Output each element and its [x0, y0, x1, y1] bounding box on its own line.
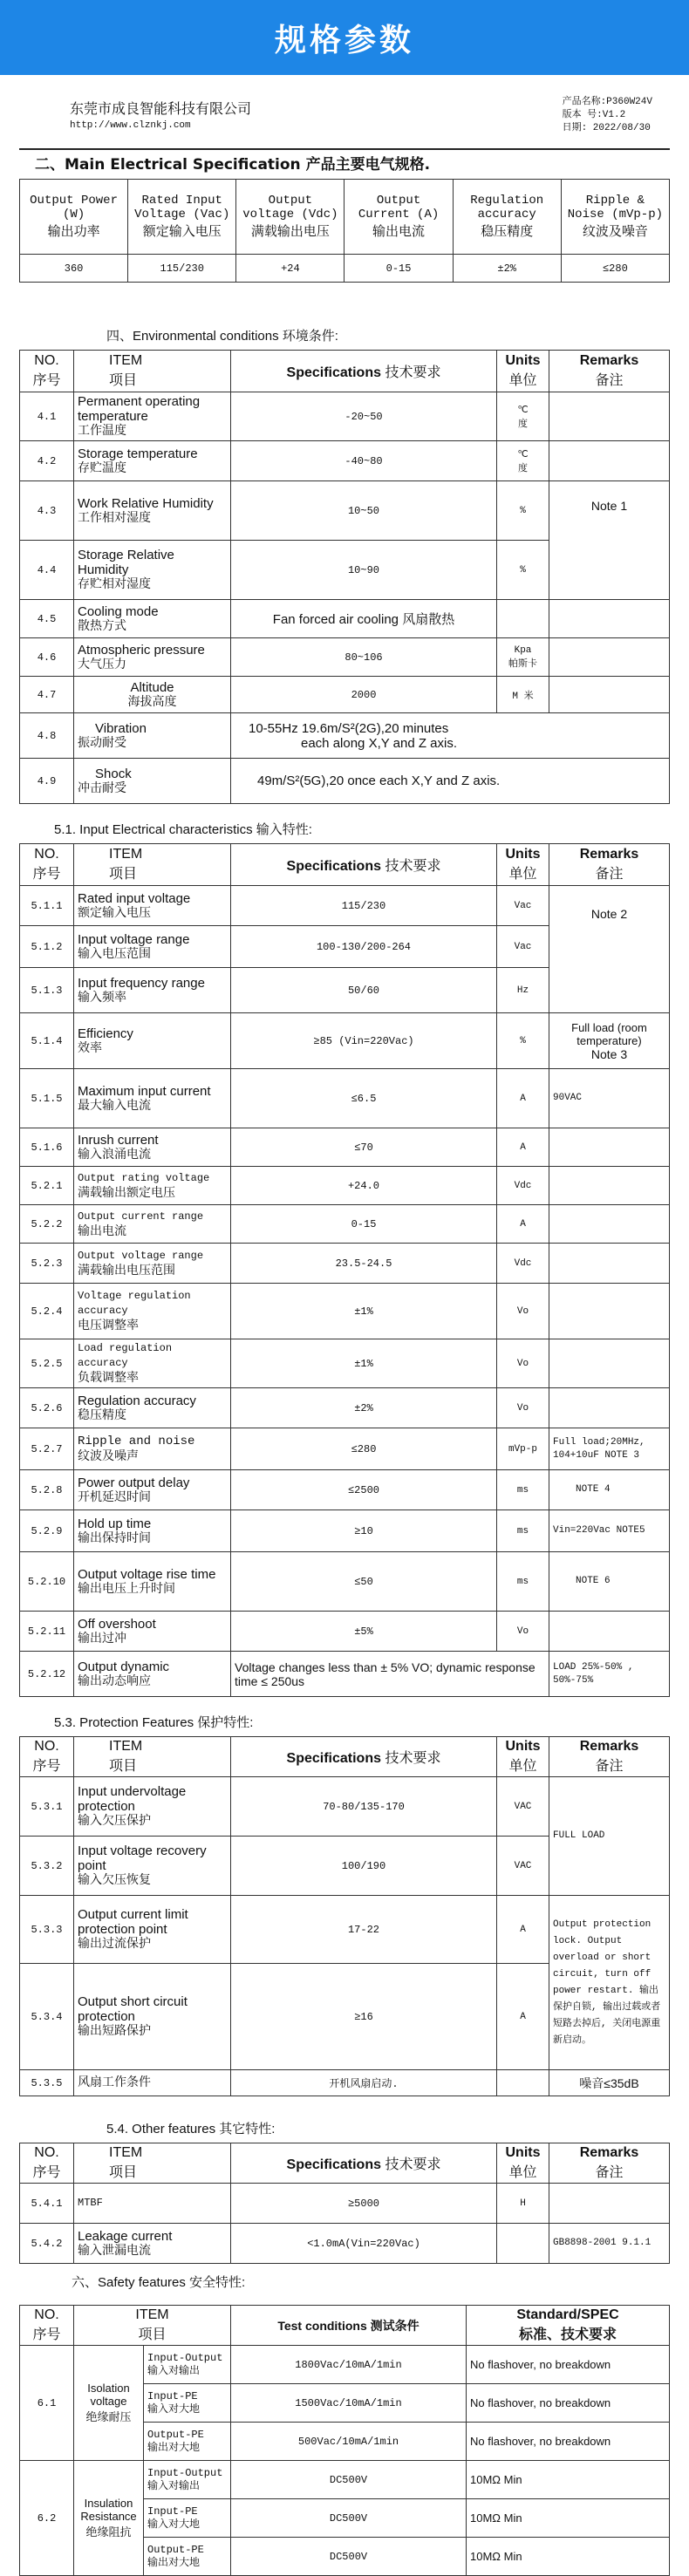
row-no: 5.3.1: [20, 1777, 74, 1837]
row-no: 5.1.5: [20, 1069, 74, 1128]
row-spec: 10~50: [231, 481, 497, 541]
row-remarks: 噪音≤35dB: [549, 2070, 670, 2096]
main-spec-header: Ripple & Noise (mVp-p) 纹波及噪音: [561, 180, 669, 255]
row-spec: -40~80: [231, 441, 497, 481]
row-std: No flashover, no breakdown: [467, 2346, 670, 2384]
table-row: [20, 1428, 670, 1470]
row-unit: %: [497, 541, 549, 600]
main-spec-header: Rated Input Voltage (Vac) 额定输入电压: [128, 180, 236, 255]
table-row: [20, 2224, 670, 2264]
row-no: 5.1.2: [20, 926, 74, 968]
row-spec: 23.5-24.5: [231, 1244, 497, 1284]
row-remarks: 90VAC: [549, 1069, 670, 1128]
col-no-header: NO. 序号: [20, 1737, 74, 1777]
input-section-title: 5.1. Input Electrical characteristics 输入特性:: [54, 822, 312, 837]
other-table: [19, 2143, 670, 2264]
row-unit: [497, 2224, 549, 2264]
row-no: 4.8: [20, 713, 74, 759]
row-remarks: [549, 392, 670, 441]
row-unit: Vo: [497, 1388, 549, 1428]
row-item: Regulation accuracy 稳压精度: [74, 1388, 231, 1428]
row-no: 5.2.1: [20, 1167, 74, 1205]
row-spec: ±5%: [231, 1612, 497, 1652]
col-remarks-header: Remarks 备注: [549, 1737, 670, 1777]
table-row: [20, 1069, 670, 1128]
row-test: 500Vac/10mA/1min: [231, 2423, 467, 2461]
table-row: [20, 886, 670, 926]
row-remarks: [549, 1244, 670, 1284]
row-std: 10MΩ Min: [467, 2499, 670, 2538]
row-item: Input voltage range 输入电压范围: [74, 926, 231, 968]
row-item: Cooling mode 散热方式: [74, 600, 231, 638]
row-item: Output short circuit protection 输出短路保护: [74, 1964, 231, 2070]
col-item-header: ITEM 项目: [74, 1737, 231, 1777]
row-spec: -20~50: [231, 392, 497, 441]
table-row: [20, 2070, 670, 2096]
table-row: [20, 1470, 670, 1510]
row-spec: ±1%: [231, 1339, 497, 1388]
row-spec: ±1%: [231, 1284, 497, 1339]
table-row: [20, 1167, 670, 1205]
table-row: [20, 713, 670, 759]
row-item: Hold up time 输出保持时间: [74, 1510, 231, 1552]
protection-note: Output protection lock. Output overload or short circuit, turn off power restart. 输出保护自锁, 输出过载或者短路去掉后, 关闭电源重新启动。: [549, 1896, 670, 2070]
row-item: Input voltage recovery point 输入欠压恢复: [74, 1837, 231, 1896]
row-unit: A: [497, 1205, 549, 1244]
row-unit: ms: [497, 1510, 549, 1552]
row-item: Work Relative Humidity 工作相对湿度: [74, 481, 231, 541]
row-unit: ms: [497, 1552, 549, 1612]
row-no: 5.3.2: [20, 1837, 74, 1896]
row-no: 5.4.1: [20, 2184, 74, 2224]
table-row: [20, 2346, 670, 2384]
col-unit-header: Units 单位: [497, 1737, 549, 1777]
row-test: DC500V: [231, 2538, 467, 2576]
row-spec: ≤280: [231, 1428, 497, 1470]
row-spec: ≤6.5: [231, 1069, 497, 1128]
row-spec: ≥16: [231, 1964, 497, 2070]
row-std: No flashover, no breakdown: [467, 2384, 670, 2423]
row-item: MTBF: [74, 2184, 231, 2224]
row-test: 1800Vac/10mA/1min: [231, 2346, 467, 2384]
row-unit: A: [497, 1964, 549, 2070]
row-item: Output voltage range 满载输出电压范围: [74, 1244, 231, 1284]
row-item: Shock 冲击耐受: [74, 759, 231, 804]
row-test: DC500V: [231, 2499, 467, 2538]
col-spec-header: Specifications 技术要求: [231, 351, 497, 392]
table-row: [20, 677, 670, 713]
row-std: 10MΩ Min: [467, 2538, 670, 2576]
row-item: Rated input voltage 额定输入电压: [74, 886, 231, 926]
banner-title: 规格参数: [274, 22, 414, 58]
row-spec: ≥10: [231, 1510, 497, 1552]
row-no: 5.2.7: [20, 1428, 74, 1470]
row-unit: ℃ 度: [497, 441, 549, 481]
col-remarks-header: Remarks 备注: [549, 2143, 670, 2184]
row-remarks: FULL LOAD: [549, 1777, 670, 1896]
row-no: 5.4.2: [20, 2224, 74, 2264]
row-spec: ≤50: [231, 1552, 497, 1612]
row-item: Insulation Resistance 绝缘阻抗: [74, 2461, 144, 2576]
row-item: Maximum input current 最大输入电流: [74, 1069, 231, 1128]
row-unit: [497, 2070, 549, 2096]
row-unit: Vo: [497, 1612, 549, 1652]
row-item: Vibration 振动耐受: [74, 713, 231, 759]
row-unit: Vo: [497, 1284, 549, 1339]
row-remarks: NOTE 4: [549, 1470, 670, 1510]
table-row: [20, 2184, 670, 2224]
table-row: [20, 441, 670, 481]
row-spec: 115/230: [231, 886, 497, 926]
row-item: Altitude 海拔高度: [74, 677, 231, 713]
row-spec: ≤70: [231, 1128, 497, 1167]
row-item: Permanent operating temperature 工作温度: [74, 392, 231, 441]
row-no: 5.2.2: [20, 1205, 74, 1244]
row-no: 5.1.3: [20, 968, 74, 1013]
row-no: 4.9: [20, 759, 74, 804]
main-spec-header: Regulation accuracy 稳压精度: [453, 180, 561, 255]
row-test: 1500Vac/10mA/1min: [231, 2384, 467, 2423]
env-table: [19, 350, 670, 804]
row-remarks: [549, 1339, 670, 1388]
row-remarks: [549, 1284, 670, 1339]
row-item: Output current range 输出电流: [74, 1205, 231, 1244]
table-row: [20, 1652, 670, 1697]
row-no: 4.3: [20, 481, 74, 541]
table-row: [20, 1896, 670, 1964]
col-unit-header: Units 单位: [497, 844, 549, 886]
main-spec-value: 360: [20, 255, 128, 283]
row-remarks: [549, 600, 670, 638]
row-spec: <1.0mA(Vin=220Vac): [231, 2224, 497, 2264]
product-name: 产品名称:P360W24V: [562, 97, 652, 107]
row-item: Output rating voltage 满载输出额定电压: [74, 1167, 231, 1205]
doc-meta: [563, 96, 652, 135]
row-no: 5.2.3: [20, 1244, 74, 1284]
table-row: [20, 1777, 670, 1837]
main-spec-value: 115/230: [128, 255, 236, 283]
row-spec: 10~90: [231, 541, 497, 600]
row-no: 5.3.4: [20, 1964, 74, 2070]
safety-header-row: [20, 2306, 670, 2346]
row-spec: 70-80/135-170: [231, 1777, 497, 1837]
row-unit: ms: [497, 1470, 549, 1510]
row-item: 风扇工作条件: [74, 2070, 231, 2096]
row-spec: 10-55Hz 19.6m/S²(2G),20 minutes each along X,Y and Z axis.: [231, 713, 670, 759]
row-item: Output voltage rise time 输出电压上升时间: [74, 1552, 231, 1612]
row-sub: Input-Output 输入对输出: [144, 2346, 231, 2384]
row-spec: 开机风扇启动.: [231, 2070, 497, 2096]
row-unit: Vac: [497, 886, 549, 926]
table-row: [20, 1552, 670, 1612]
col-item-header: ITEM 项目: [74, 844, 231, 886]
main-spec-header: Output Current (A) 输出电流: [344, 180, 453, 255]
table-row: [20, 1244, 670, 1284]
note-1: Note 1: [549, 481, 670, 600]
doc-date: 日期: 2022/08/30: [562, 123, 651, 133]
col-std-header: Standard/SPEC 标准、技术要求: [467, 2306, 670, 2346]
row-item: Ripple and noise 纹波及噪声: [74, 1428, 231, 1470]
row-unit: %: [497, 481, 549, 541]
row-spec: 50/60: [231, 968, 497, 1013]
row-spec: ±2%: [231, 1388, 497, 1428]
row-unit: Kpa 帕斯卡: [497, 638, 549, 677]
row-unit: VAC: [497, 1777, 549, 1837]
row-item: Load regulation accuracy 负载调整率: [74, 1339, 231, 1388]
row-no: 6.1: [20, 2346, 74, 2461]
row-no: 4.7: [20, 677, 74, 713]
document: [0, 92, 689, 2576]
row-no: 4.6: [20, 638, 74, 677]
row-spec: ≥85 (Vin=220Vac): [231, 1013, 497, 1069]
protection-section-title: 5.3. Protection Features 保护特性:: [54, 1715, 254, 1730]
row-no: 5.2.6: [20, 1388, 74, 1428]
row-item: Storage temperature 存贮温度: [74, 441, 231, 481]
row-remarks: NOTE 6: [549, 1552, 670, 1612]
row-no: 5.2.8: [20, 1470, 74, 1510]
main-spec-value: ±2%: [453, 255, 561, 283]
table-row: [20, 1388, 670, 1428]
row-spec: +24.0: [231, 1167, 497, 1205]
row-std: 10MΩ Min: [467, 2461, 670, 2499]
row-remarks: [549, 441, 670, 481]
row-remarks: [549, 1205, 670, 1244]
row-no: 5.1.1: [20, 886, 74, 926]
row-remarks: [549, 2184, 670, 2224]
col-no-header: NO. 序号: [20, 351, 74, 392]
table-row: [20, 481, 670, 541]
table-row: [20, 600, 670, 638]
row-no: 5.2.9: [20, 1510, 74, 1552]
col-item-header: ITEM 项目: [74, 2143, 231, 2184]
row-remarks: Vin=220Vac NOTE5: [549, 1510, 670, 1552]
row-spec: 100-130/200-264: [231, 926, 497, 968]
safety-table: [19, 2305, 670, 2576]
row-no: 5.2.4: [20, 1284, 74, 1339]
row-unit: ℃ 度: [497, 392, 549, 441]
row-remarks: Full load (room temperature) Note 3: [549, 1013, 670, 1069]
row-unit: A: [497, 1069, 549, 1128]
table-row: [20, 392, 670, 441]
col-spec-header: Specifications 技术要求: [231, 844, 497, 886]
header-rule: [19, 148, 670, 150]
row-remarks: [549, 677, 670, 713]
row-unit: Hz: [497, 968, 549, 1013]
input-header-row: [20, 844, 670, 886]
other-section-title: 5.4. Other features 其它特性:: [106, 2122, 276, 2136]
row-item: Voltage regulation accuracy 电压调整率: [74, 1284, 231, 1339]
table-row: [20, 1612, 670, 1652]
col-item-header: ITEM 项目: [74, 351, 231, 392]
row-no: 5.3.3: [20, 1896, 74, 1964]
row-no: 4.1: [20, 392, 74, 441]
col-unit-header: Units 单位: [497, 2143, 549, 2184]
row-unit: Vac: [497, 926, 549, 968]
row-unit: A: [497, 1896, 549, 1964]
col-item-header: ITEM 项目: [74, 2306, 231, 2346]
protection-table: [19, 1736, 670, 2096]
row-item: Inrush current 输入浪涌电流: [74, 1128, 231, 1167]
row-no: 6.2: [20, 2461, 74, 2576]
main-spec-table: [19, 179, 670, 283]
row-sub: Input-PE 输入对大地: [144, 2499, 231, 2538]
row-unit: M 米: [497, 677, 549, 713]
row-spec: Fan forced air cooling 风扇散热: [231, 600, 497, 638]
main-spec-value: +24: [236, 255, 344, 283]
row-no: 4.2: [20, 441, 74, 481]
row-spec: ≤2500: [231, 1470, 497, 1510]
col-spec-header: Specifications 技术要求: [231, 2143, 497, 2184]
row-item: Leakage current 输入泄漏电流: [74, 2224, 231, 2264]
row-spec: 100/190: [231, 1837, 497, 1896]
main-spec-header: Output voltage (Vdc) 满载输出电压: [236, 180, 344, 255]
row-remarks: LOAD 25%-50% , 50%-75%: [549, 1652, 670, 1697]
row-no: 4.4: [20, 541, 74, 600]
row-spec: 0-15: [231, 1205, 497, 1244]
row-sub: Input-Output 输入对输出: [144, 2461, 231, 2499]
company-website: http://www.clznkj.com: [70, 120, 191, 131]
main-spec-value-row: [20, 255, 670, 283]
row-unit: mVp-p: [497, 1428, 549, 1470]
table-row: [20, 1510, 670, 1552]
page-banner: [0, 0, 689, 75]
protection-header-row: [20, 1737, 670, 1777]
table-row: [20, 1339, 670, 1388]
row-item: Efficiency 效率: [74, 1013, 231, 1069]
row-item: Atmospheric pressure 大气压力: [74, 638, 231, 677]
col-no-header: NO. 序号: [20, 844, 74, 886]
row-no: 5.2.12: [20, 1652, 74, 1697]
doc-version: 版本 号:V1.2: [562, 110, 626, 120]
col-remarks-header: Remarks 备注: [549, 844, 670, 886]
main-spec-value: 0-15: [344, 255, 453, 283]
row-item: Storage Relative Humidity 存贮相对湿度: [74, 541, 231, 600]
row-remarks: Full load;20MHz, 104+10uF NOTE 3: [549, 1428, 670, 1470]
row-remarks: [549, 1388, 670, 1428]
col-no-header: NO. 序号: [20, 2143, 74, 2184]
company-name: 东莞市成良智能科技有限公司: [70, 102, 252, 117]
row-no: 5.2.11: [20, 1612, 74, 1652]
row-test: DC500V: [231, 2461, 467, 2499]
row-spec: Voltage changes less than ± 5% VO; dynamic response time ≤ 250us: [231, 1652, 549, 1697]
col-spec-header: Specifications 技术要求: [231, 1737, 497, 1777]
row-remarks: GB8898-2001 9.1.1: [549, 2224, 670, 2264]
row-spec: 49m/S²(5G),20 once each X,Y and Z axis.: [231, 759, 670, 804]
col-no-header: NO. 序号: [20, 2306, 74, 2346]
main-spec-header: Output Power (W) 输出功率: [20, 180, 128, 255]
env-section-title: 四、Environmental conditions 环境条件:: [106, 329, 338, 344]
row-no: 5.2.5: [20, 1339, 74, 1388]
col-test-header: Test conditions 测试条件: [231, 2306, 467, 2346]
table-row: [20, 759, 670, 804]
doc-header: [19, 92, 670, 148]
row-sub: Input-PE 输入对大地: [144, 2384, 231, 2423]
row-item: Input undervoltage protection 输入欠压保护: [74, 1777, 231, 1837]
row-spec: ≥5000: [231, 2184, 497, 2224]
table-row: [20, 1284, 670, 1339]
row-remarks: [549, 1128, 670, 1167]
row-item: Power output delay 开机延迟时间: [74, 1470, 231, 1510]
row-unit: H: [497, 2184, 549, 2224]
row-unit: %: [497, 1013, 549, 1069]
row-no: 5.2.10: [20, 1552, 74, 1612]
row-unit: VAC: [497, 1837, 549, 1896]
row-spec: 80~106: [231, 638, 497, 677]
row-sub: Output-PE 输出对大地: [144, 2423, 231, 2461]
row-item: Output current limit protection point 输出过流保护: [74, 1896, 231, 1964]
other-header-row: [20, 2143, 670, 2184]
main-spec-value: ≤280: [561, 255, 669, 283]
input-output-table: [19, 843, 670, 1697]
row-no: 4.5: [20, 600, 74, 638]
row-no: 5.1.6: [20, 1128, 74, 1167]
row-remarks: [549, 638, 670, 677]
main-spec-header-row: [20, 180, 670, 255]
row-unit: A: [497, 1128, 549, 1167]
safety-section-title: 六、Safety features 安全特性:: [72, 2275, 246, 2290]
row-remarks: [549, 1612, 670, 1652]
row-sub: Output-PE 输出对大地: [144, 2538, 231, 2576]
row-no: 5.1.4: [20, 1013, 74, 1069]
table-row: [20, 1128, 670, 1167]
table-row: [20, 638, 670, 677]
note-2: Note 2: [549, 886, 670, 1013]
row-no: 5.3.5: [20, 2070, 74, 2096]
row-spec: 17-22: [231, 1896, 497, 1964]
table-row: [20, 1205, 670, 1244]
row-item: Isolation voltage 绝缘耐压: [74, 2346, 144, 2461]
table-row: [20, 2461, 670, 2499]
row-unit: Vdc: [497, 1167, 549, 1205]
col-unit-header: Units 单位: [497, 351, 549, 392]
row-unit: Vdc: [497, 1244, 549, 1284]
section-2-title: 二、Main Electrical Specification 产品主要电气规格.: [35, 156, 431, 174]
row-spec: 2000: [231, 677, 497, 713]
env-header-row: [20, 351, 670, 392]
row-remarks: [549, 1167, 670, 1205]
row-item: Off overshoot 输出过冲: [74, 1612, 231, 1652]
row-unit: Vo: [497, 1339, 549, 1388]
row-unit: [497, 600, 549, 638]
row-std: No flashover, no breakdown: [467, 2423, 670, 2461]
row-item: Input frequency range 输入频率: [74, 968, 231, 1013]
table-row: [20, 1013, 670, 1069]
row-item: Output dynamic 输出动态响应: [74, 1652, 231, 1697]
col-remarks-header: Remarks 备注: [549, 351, 670, 392]
